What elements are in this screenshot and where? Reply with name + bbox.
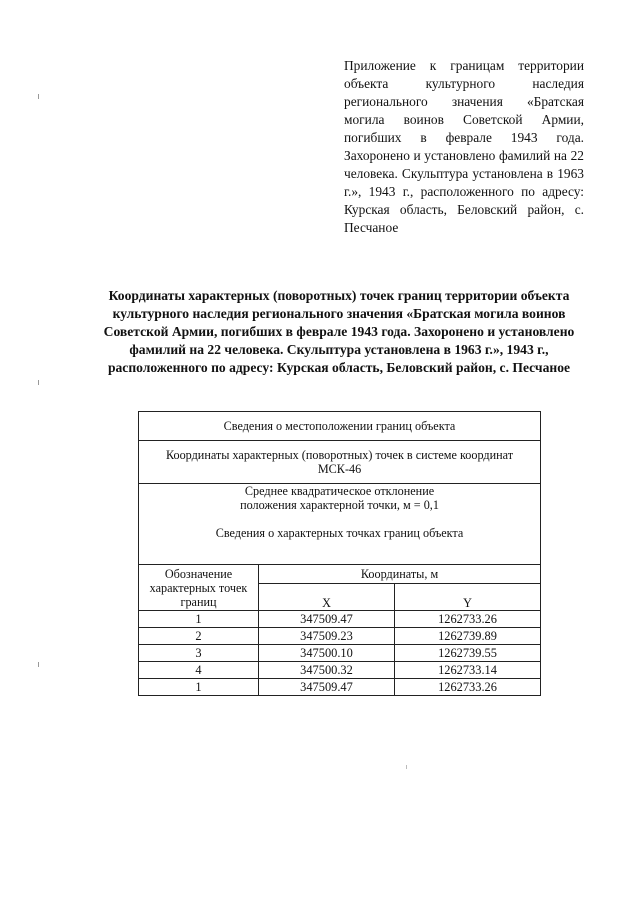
table-row bbox=[139, 662, 541, 679]
point-y: 1262733.26 bbox=[395, 611, 541, 628]
point-y: 1262739.89 bbox=[395, 628, 541, 645]
point-number: 1 bbox=[139, 611, 259, 628]
document-title: Координаты характерных (поворотных) точек границ территории объекта культурного наследия регионального значения «Братская могила воинов Советской Армии, погибших в феврале 1943 года. Захоронено и установлено фамилий на 22 человека. Скульптура установлена в 1963 г.», 1943 г., расположенного по адресу: Курская область, Беловский район, с. Песчаное bbox=[103, 288, 575, 375]
scan-artifact bbox=[38, 380, 39, 385]
y-header: Y bbox=[395, 584, 541, 611]
point-number: 4 bbox=[139, 662, 259, 679]
deviation-cell bbox=[139, 484, 541, 565]
point-number: 3 bbox=[139, 645, 259, 662]
point-y: 1262733.14 bbox=[395, 662, 541, 679]
point-x: 347509.47 bbox=[259, 679, 395, 696]
appendix-note: Приложение к границам территории объекта культурного наследия регионального значения «Братская могила воинов Советской Армии, погибших в феврале 1943 года. Захоронено и установлено фамилий на 22 человека. Скульптура установлена в 1963 г.», 1943 г., расположенного по адресу: Курская область, Беловский район, с. Песчаное bbox=[344, 58, 584, 235]
deviation-line-2: положения характерной точки, м = 0,1 bbox=[240, 498, 439, 512]
point-x: 347500.10 bbox=[259, 645, 395, 662]
table-row bbox=[139, 611, 541, 628]
point-x: 347500.32 bbox=[259, 662, 395, 679]
table-row bbox=[139, 679, 541, 696]
boundary-coordinates-table bbox=[138, 411, 541, 696]
point-x: 347509.47 bbox=[259, 611, 395, 628]
designation-header: Обозначение характерных точек границ bbox=[139, 565, 259, 611]
section-title-cell: Сведения о местоположении границ объекта bbox=[139, 412, 541, 441]
point-number: 1 bbox=[139, 679, 259, 696]
table-row bbox=[139, 645, 541, 662]
point-number: 2 bbox=[139, 628, 259, 645]
scan-artifact bbox=[38, 662, 39, 667]
coord-system-cell: Координаты характерных (поворотных) точек в системе координат МСК-46 bbox=[139, 441, 541, 484]
table-row bbox=[139, 628, 541, 645]
scan-artifact bbox=[406, 765, 407, 769]
point-x: 347509.23 bbox=[259, 628, 395, 645]
scan-artifact bbox=[38, 94, 39, 99]
point-y: 1262739.55 bbox=[395, 645, 541, 662]
point-y: 1262733.26 bbox=[395, 679, 541, 696]
coords-header: Координаты, м bbox=[259, 565, 541, 584]
deviation-line-1: Среднее квадратическое отклонение bbox=[244, 484, 435, 498]
points-title: Сведения о характерных точках границ объекта bbox=[215, 526, 464, 540]
x-header: X bbox=[259, 584, 395, 611]
